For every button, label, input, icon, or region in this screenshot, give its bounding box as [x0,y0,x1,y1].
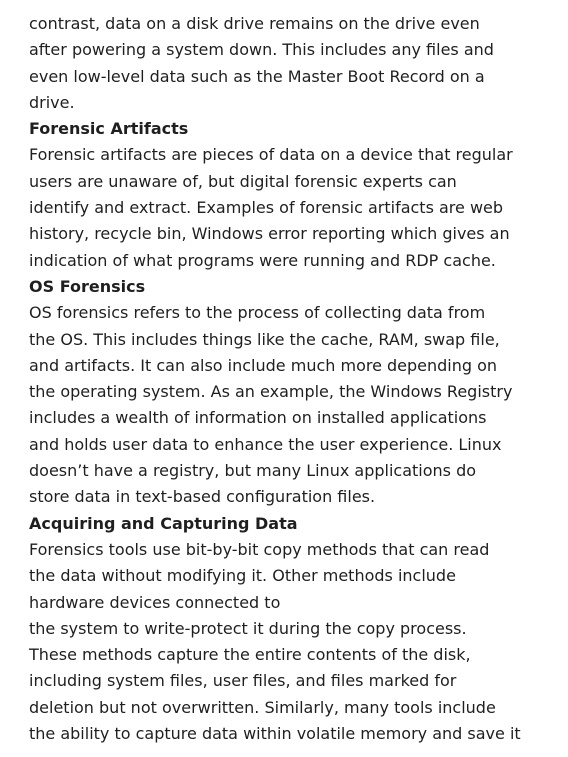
section-heading: OS Forensics [29,276,146,296]
text-line: the OS. This includes things like the cache, RAM, swap file, [29,329,500,349]
text-line: hardware devices connected to [29,592,281,612]
text-line: the ability to capture data within volatile memory and save it [29,724,521,744]
text-line: OS forensics refers to the process of collecting data from [29,303,486,323]
section-forensic-artifacts [29,116,559,274]
text-line: indication of what programs were running and RDP cache. [29,250,496,270]
text-line: including system files, user files, and files marked for [29,671,457,691]
text-line: and holds user data to enhance the user experience. Linux [29,434,502,454]
text-line: users are unaware of, but digital forensic experts can [29,171,457,191]
text-line: the system to write-protect it during the copy process. [29,618,467,638]
text-line: after powering a system down. This includes any files and [29,40,494,60]
text-line: includes a wealth of information on installed applications [29,408,487,428]
section-acquiring-capturing-data [29,511,559,748]
text-line: Forensics tools use bit-by-bit copy methods that can read [29,539,490,559]
section-heading: Forensic Artifacts [29,119,189,139]
text-line: deletion but not overwritten. Similarly, many tools include [29,697,496,717]
text-line: the data without modifying it. Other methods include [29,566,456,586]
intro-paragraph [29,11,559,116]
text-line: even low-level data such as the Master Boot Record on a [29,66,485,86]
text-line: store data in text-based configuration files. [29,487,376,507]
text-line: the operating system. As an example, the Windows Registry [29,382,513,402]
section-heading: Acquiring and Capturing Data [29,513,298,533]
text-line: identify and extract. Examples of forensic artifacts are web [29,198,504,218]
section-os-forensics [29,274,559,511]
text-line: drive. [29,92,75,112]
text-line: and artifacts. It can also include much more depending on [29,355,498,375]
text-line: Forensic artifacts are pieces of data on a device that regular [29,145,513,165]
text-line: contrast, data on a disk drive remains on the drive even [29,14,480,33]
text-line: history, recycle bin, Windows error reporting which gives an [29,224,510,244]
document-body [29,11,559,753]
clipped-next-line [29,747,559,753]
text-line: doesn’t have a registry, but many Linux applications do [29,461,477,481]
text-line: These methods capture the entire contents of the disk, [29,645,471,665]
